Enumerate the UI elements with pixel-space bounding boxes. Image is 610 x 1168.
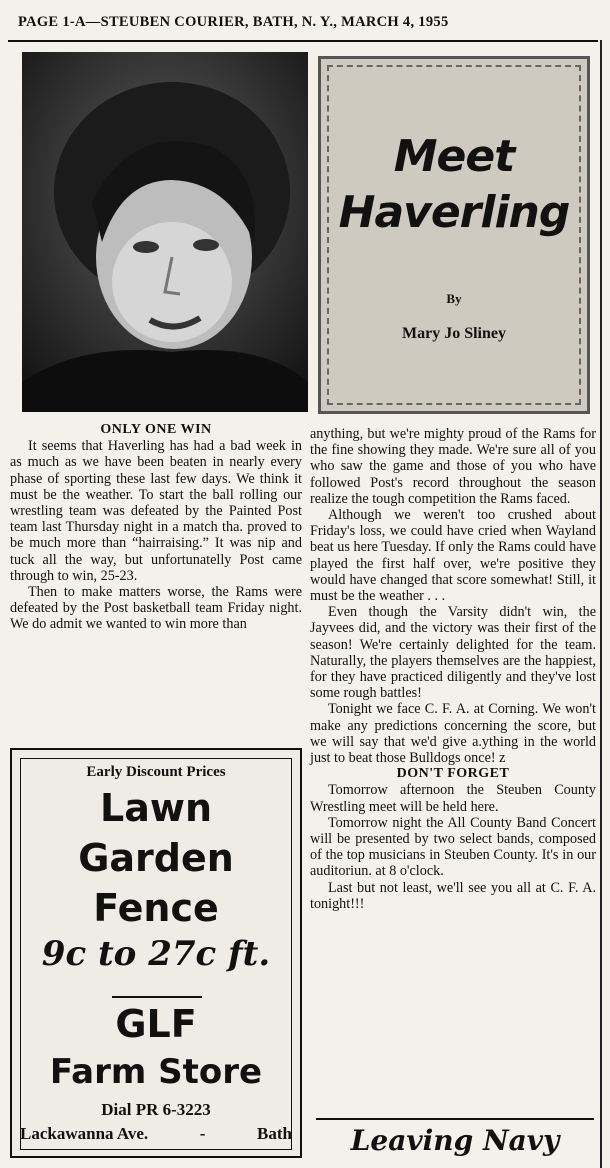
paragraph: It seems that Haverling has had a bad week in as much as we have been beaten in nearly every phase of sporting these last few days. We think it must be the weather. To start the ball rolling our wrestling team was defeated by the Painted Post team last Thursday night in a match tha. proved to be much more than “hairraising.” It was nip and tuck all the way, but unfortunatelly Post came through to win, 25-23. (10, 438, 302, 584)
ad-farm-store: Farm Store (49, 1052, 263, 1092)
ad-divider (112, 996, 202, 998)
author-name: Mary Jo Sliney (402, 325, 506, 342)
paragraph: Even though the Varsity didn't win, the Jayvees did, and the victory was their first of the season! We're certainly delighted for the team. Naturally, the players themselves are the happiest, for they have practiced diligently and they've lost some rough battles! (310, 604, 596, 702)
subhead-only-one-win: ONLY ONE WIN (100, 422, 212, 437)
paragraph: anything, but we're mighty proud of the Rams for the fine showing they made. We're sure all of you who saw the game and those of you who have followed Post's record throughout the season realize the tough competition the Rams faced. (310, 426, 596, 507)
ad-address (20, 1124, 292, 1144)
paragraph: Then to make matters worse, the Rams were defeated by the Post basketball team Friday night. We do admit we wanted to win more than (10, 584, 302, 633)
ad-fence: Fence (93, 886, 219, 930)
byline-label: By (446, 291, 462, 306)
ad-dash: - (199, 1124, 206, 1143)
column-title-box (318, 56, 590, 414)
page-header: PAGE 1-A—STEUBEN COURIER, BATH, N. Y., MARCH 4, 1955 (18, 14, 449, 30)
subhead-dont-forget: DON'T FORGET (396, 766, 510, 782)
paragraph: Although we weren't too crushed about Friday's loss, we could have cried when Wayland beat us here Tuesday. If only the Rams could have played the first half over, we're positive they would have changed that score somewhat! Still, it must be the weather . . . (310, 507, 596, 605)
ad-phone: Dial PR 6-3223 (101, 1100, 211, 1119)
paragraph: Tomorrow afternoon the Steuben County Wrestling meet will be held here. (310, 782, 596, 815)
section-divider (316, 1118, 594, 1120)
ad-garden: Garden (78, 836, 234, 880)
ad-price: 9c to 27c ft. (41, 934, 271, 974)
right-column (310, 426, 596, 912)
header-rule (8, 40, 598, 42)
right-edge-rule (600, 40, 602, 1168)
paragraph: Tomorrow night the All County Band Concert will be presented by two select bands, composed of the top musicians in Steuben County. It's in our auditoriun. at 8 o'clock. (310, 814, 596, 880)
title-line-1: Meet (393, 131, 515, 182)
glf-advertisement (10, 748, 302, 1158)
portrait-illustration (22, 52, 308, 412)
ad-glf: GLF (115, 1002, 197, 1046)
ad-lawn: Lawn (99, 786, 212, 830)
ad-street: Lackawanna Ave. (20, 1124, 149, 1143)
title-line-2: Haverling (338, 187, 570, 238)
portrait-photo (22, 52, 308, 412)
ad-town: Bath (257, 1124, 292, 1143)
left-column (10, 422, 302, 633)
next-headline: Leaving Navy (350, 1124, 560, 1157)
ad-top-line: Early Discount Prices (86, 764, 226, 780)
paragraph: Last but not least, we'll see you all at C. F. A. tonight!!! (310, 879, 596, 912)
paragraph: Tonight we face C. F. A. at Corning. We won't make any predictions concerning the score, but we will say that we'd give a.ything in the world just to beat those Bulldogs once! z (310, 701, 596, 767)
